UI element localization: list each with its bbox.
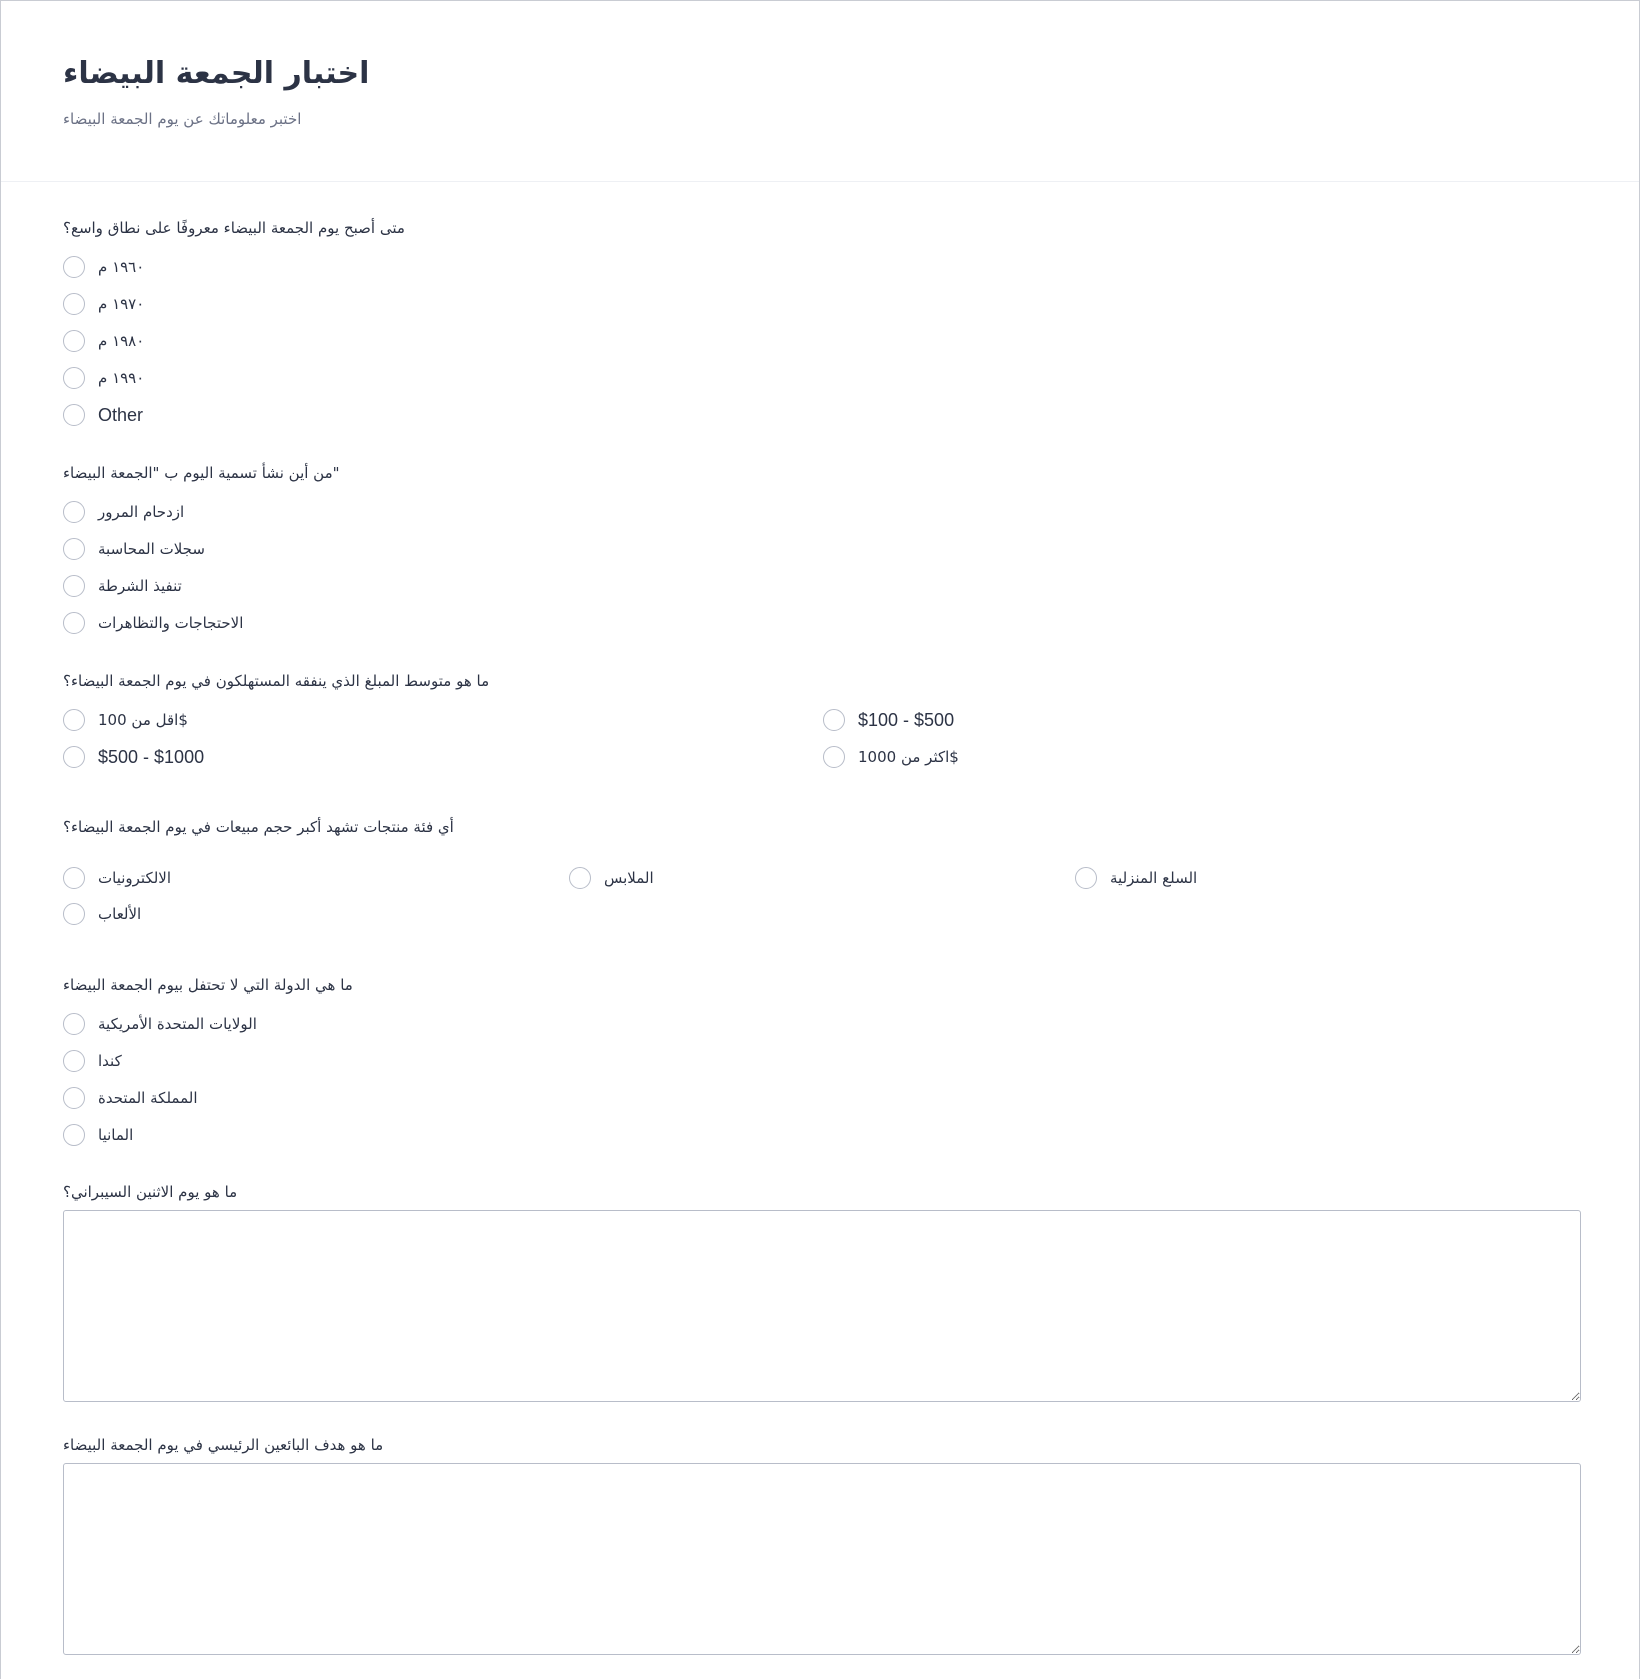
radio-option-label: ١٩٩٠ م: [98, 369, 145, 387]
radio-option-other[interactable]: [63, 402, 143, 428]
radio-circle[interactable]: [63, 903, 85, 925]
question-average-spend: [63, 670, 1577, 781]
radio-option[interactable]: [63, 536, 205, 562]
radio-group: [63, 692, 1577, 781]
question-sellers-goal: [63, 1434, 1577, 1655]
radio-option-label: اقل من 100$: [98, 711, 188, 729]
radio-option[interactable]: [63, 901, 141, 927]
radio-group: [63, 996, 1577, 1147]
radio-circle[interactable]: [823, 746, 845, 768]
radio-circle[interactable]: [63, 1013, 85, 1035]
radio-circle[interactable]: [63, 1050, 85, 1072]
radio-option-label: الالكترونيات: [98, 869, 172, 887]
radio-circle[interactable]: [823, 709, 845, 731]
radio-group: [63, 239, 1577, 427]
radio-option-label: سجلات المحاسبة: [98, 540, 205, 558]
radio-circle[interactable]: [63, 293, 85, 315]
radio-option[interactable]: [63, 1048, 122, 1074]
radio-option-label: اكثر من 1000$: [858, 748, 959, 766]
radio-option-label: ١٩٨٠ م: [98, 332, 145, 350]
radio-circle[interactable]: [63, 256, 85, 278]
form-header: [1, 1, 1639, 182]
radio-circle[interactable]: [63, 538, 85, 560]
radio-circle[interactable]: [63, 1087, 85, 1109]
question-top-category: [63, 816, 1577, 939]
question-label: متى أصبح يوم الجمعة البيضاء معروفًا على نطاق واسع؟: [63, 219, 405, 237]
radio-option[interactable]: [63, 291, 144, 317]
radio-option[interactable]: [63, 1011, 257, 1037]
question-when-known: [63, 217, 1577, 427]
sellers-goal-answer-textarea[interactable]: [63, 1463, 1581, 1655]
radio-circle[interactable]: [63, 867, 85, 889]
radio-circle[interactable]: [569, 867, 591, 889]
radio-option-label: $100 - $500: [858, 709, 955, 730]
radio-circle[interactable]: [63, 575, 85, 597]
radio-option-label: المانيا: [98, 1126, 134, 1144]
radio-option[interactable]: [63, 328, 144, 354]
radio-option-label: ازدحام المرور: [98, 503, 185, 521]
question-name-origin: [63, 462, 1577, 635]
radio-circle[interactable]: [63, 404, 85, 426]
question-label: ما هو متوسط المبلغ الذي ينفقه المستهلكون في يوم الجمعة البيضاء؟: [63, 672, 490, 690]
radio-option[interactable]: [63, 573, 182, 599]
question-label: أي فئة منتجات تشهد أكبر حجم مبيعات في يوم الجمعة البيضاء؟: [63, 818, 454, 836]
radio-option-label: $500 - $1000: [98, 746, 205, 767]
radio-option[interactable]: [63, 365, 144, 391]
radio-option-label: السلع المنزلية: [1110, 869, 1198, 887]
radio-option-label: المملكة المتحدة: [98, 1089, 198, 1107]
radio-option[interactable]: [63, 744, 204, 770]
question-country: [63, 974, 1577, 1147]
radio-circle[interactable]: [63, 746, 85, 768]
radio-option-label: Other: [98, 404, 144, 425]
radio-circle[interactable]: [63, 501, 85, 523]
radio-option-label: الاحتجاجات والتظاهرات: [98, 614, 244, 632]
radio-circle[interactable]: [63, 709, 85, 731]
form-body: [1, 217, 1639, 1655]
radio-option[interactable]: [63, 1085, 198, 1111]
radio-circle[interactable]: [63, 612, 85, 634]
question-label: ما هو هدف البائعين الرئيسي في يوم الجمعة البيضاء: [63, 1436, 384, 1454]
radio-option-label: ١٩٦٠ م: [98, 258, 145, 276]
form-subtitle: اختبر معلوماتك عن يوم الجمعة البيضاء: [63, 110, 302, 128]
question-label: من أين نشأ تسمية اليوم ب "الجمعة البيضاء": [63, 464, 340, 482]
radio-circle[interactable]: [63, 367, 85, 389]
radio-option[interactable]: [63, 254, 144, 280]
radio-option-label: الولايات المتحدة الأمريكية: [98, 1015, 257, 1033]
radio-option-label: الألعاب: [98, 905, 142, 923]
question-label: ما هو يوم الاثنين السيبراني؟: [63, 1183, 238, 1201]
radio-circle[interactable]: [63, 330, 85, 352]
radio-option[interactable]: [823, 707, 954, 733]
question-cyber-monday: [63, 1181, 1577, 1402]
radio-option[interactable]: [63, 1122, 133, 1148]
radio-circle[interactable]: [63, 1124, 85, 1146]
radio-group: [63, 838, 1577, 939]
radio-circle[interactable]: [1075, 867, 1097, 889]
cyber-monday-answer-textarea[interactable]: [63, 1210, 1581, 1402]
radio-option-label: كندا: [98, 1052, 122, 1070]
radio-option[interactable]: [569, 865, 654, 891]
question-label: ما هي الدولة التي لا تحتفل بيوم الجمعة البيضاء: [63, 976, 353, 994]
radio-option[interactable]: [63, 865, 171, 891]
radio-option-label: ١٩٧٠ م: [98, 295, 145, 313]
radio-option[interactable]: [823, 744, 959, 770]
radio-option-label: تنفيذ الشرطة: [98, 577, 182, 595]
radio-option[interactable]: [63, 499, 184, 525]
radio-option[interactable]: [1075, 865, 1197, 891]
radio-group: [63, 484, 1577, 635]
form-title: اختبار الجمعة البيضاء: [63, 56, 370, 91]
radio-option[interactable]: [63, 610, 243, 636]
radio-option[interactable]: [63, 707, 188, 733]
radio-option-label: الملابس: [604, 869, 654, 887]
